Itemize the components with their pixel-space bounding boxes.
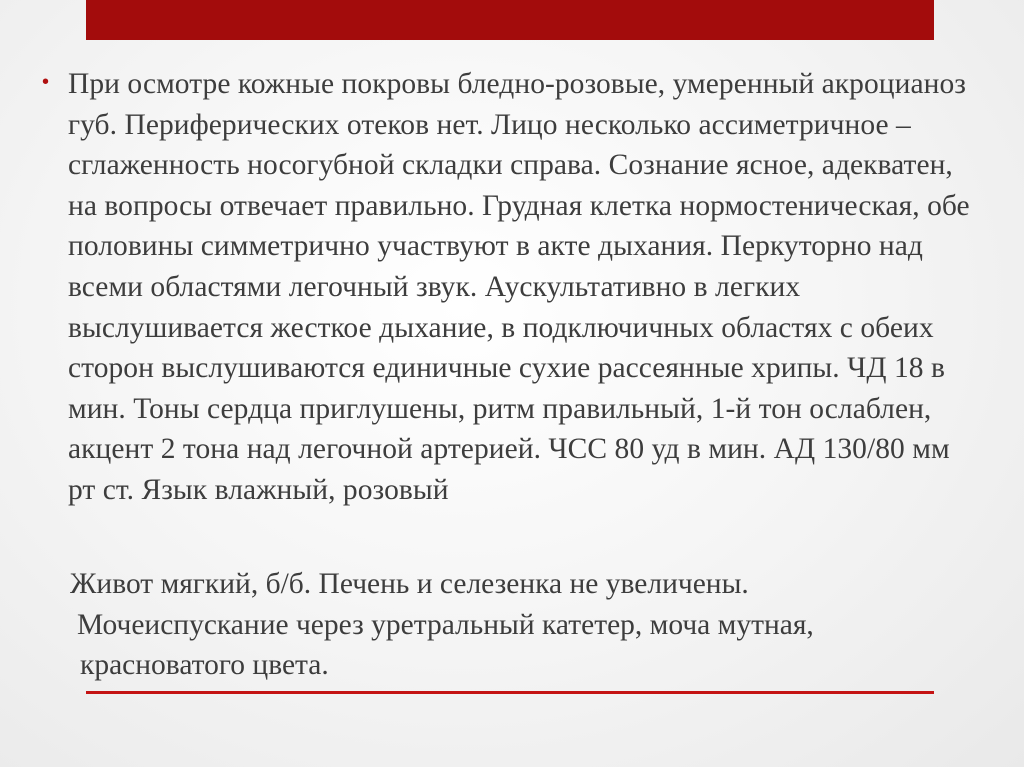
bottom-divider [86, 691, 934, 694]
continuation-line: Мочеиспускание через уретральный катетер, моча мутная, [77, 608, 814, 641]
bullet-icon: • [42, 71, 50, 93]
continuation-line: Живот мягкий, б/б. Печень и селезенка не увеличены. [70, 568, 749, 600]
bullet-item [42, 64, 972, 511]
continuation-text [70, 564, 950, 686]
bullet-text: При осмотре кожные покровы бледно-розовые, умеренный акроцианоз губ. Периферических отеков нет. Лицо несколько ассиметричное – сглаженность носогубной складки справа. Сознание ясное, адекватен, на вопросы отвечает правильно. Грудная клетка нормостеническая, обе половины симметрично участвуют в акте дыхания. Перкуторно над всеми областями легочный звук. Аускультативно в легких выслушивается жесткое дыхание, в подключичных областях с обеих сторон выслушиваются единичные сухие рассеянные хрипы. ЧД 18 в мин. Тоны сердца приглушены, ритм правильный, 1-й тон ослаблен, акцент 2 тона над легочной артерией. ЧСС 80 уд в мин. АД 130/80 мм рт ст. Язык влажный, розовый [68, 68, 970, 506]
top-accent-bar [86, 0, 934, 40]
continuation-line: красноватого цвета. [80, 649, 329, 682]
